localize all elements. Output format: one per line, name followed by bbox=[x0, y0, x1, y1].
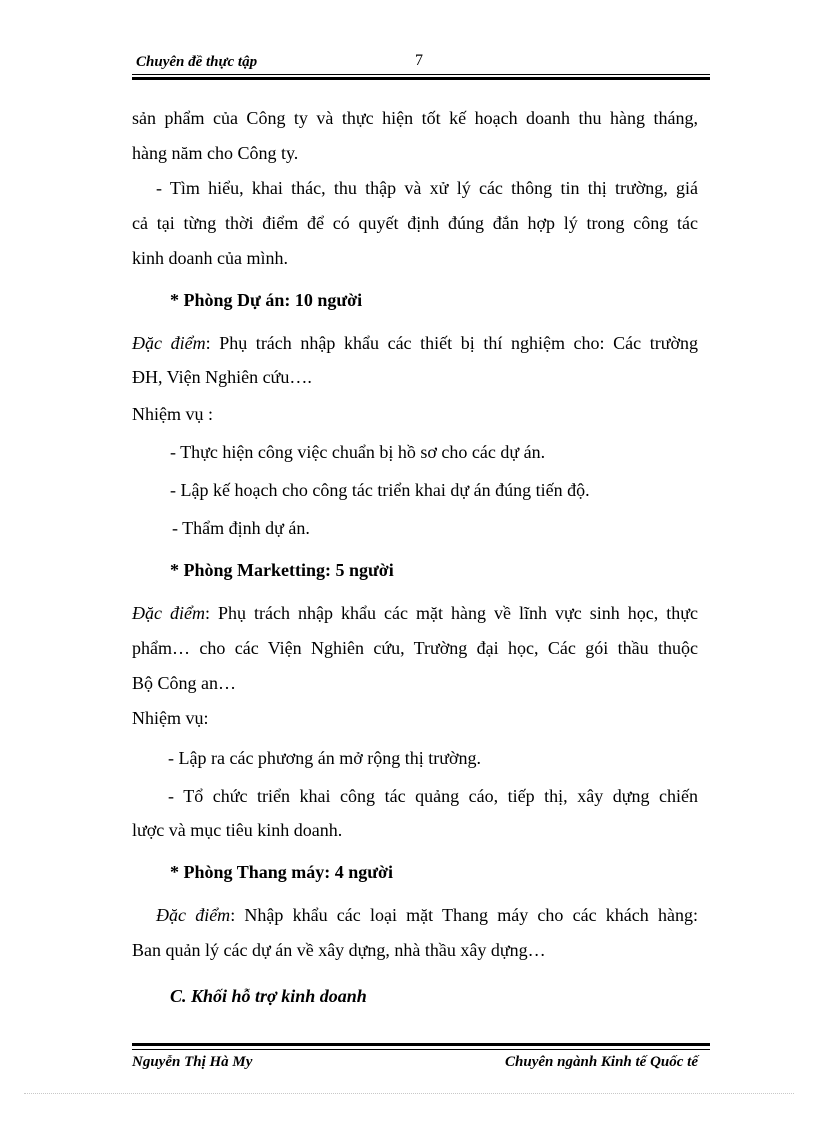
duty-item: - Lập ra các phương án mở rộng thị trường. bbox=[168, 748, 481, 768]
page-number: 7 bbox=[415, 52, 423, 69]
feature-line: Đặc điểm: Phụ trách nhập khẩu các thiết bị thí nghiệm cho: Các trường bbox=[132, 333, 698, 353]
paragraph-line: hàng năm cho Công ty. bbox=[132, 143, 299, 163]
duty-item: - Lập kế hoạch cho công tác triển khai dự án đúng tiến độ. bbox=[170, 480, 590, 500]
paragraph-line: - Tìm hiểu, khai thác, thu thập và xử lý các thông tin thị trường, giá bbox=[156, 178, 698, 198]
footer-author: Nguyễn Thị Hà My bbox=[132, 1054, 253, 1070]
page-bottom-divider bbox=[24, 1093, 794, 1094]
section-heading-c: C. Khối hỗ trợ kinh doanh bbox=[170, 986, 367, 1006]
duty-label: Nhiệm vụ: bbox=[132, 708, 209, 728]
paragraph-line: cả tại từng thời điểm để có quyết định đúng đắn hợp lý trong công tác bbox=[132, 213, 698, 233]
paragraph-line: Bộ Công an… bbox=[132, 673, 237, 693]
paragraph-line: ĐH, Viện Nghiên cứu…. bbox=[132, 367, 312, 387]
paragraph-line: phẩm… cho các Viện Nghiên cứu, Trường đại học, Các gói thầu thuộc bbox=[132, 638, 698, 658]
duty-item: - Thẩm định dự án. bbox=[172, 518, 310, 538]
header-rule-thin bbox=[132, 74, 710, 75]
paragraph-line: lược và mục tiêu kinh doanh. bbox=[132, 820, 343, 840]
section-heading-thang-may: * Phòng Thang máy: 4 người bbox=[170, 862, 393, 882]
paragraph-line: kinh doanh của mình. bbox=[132, 248, 288, 268]
footer-rule-thick bbox=[132, 1043, 710, 1046]
paragraph-line: Ban quản lý các dự án về xây dựng, nhà thầu xây dựng… bbox=[132, 940, 546, 960]
footer-rule-thin bbox=[132, 1049, 710, 1050]
feature-label: Đặc điểm bbox=[132, 333, 206, 353]
feature-line: Đặc điểm: Nhập khẩu các loại mặt Thang máy cho các khách hàng: bbox=[156, 905, 698, 925]
section-heading-du-an: * Phòng Dự án: 10 người bbox=[170, 290, 363, 310]
footer-major: Chuyên ngành Kinh tế Quốc tế bbox=[505, 1054, 698, 1070]
duty-item: - Thực hiện công việc chuẩn bị hồ sơ cho các dự án. bbox=[170, 442, 546, 462]
section-heading-marketting: * Phòng Marketting: 5 người bbox=[170, 560, 394, 580]
paragraph-line: sản phẩm của Công ty và thực hiện tốt kế hoạch doanh thu hàng tháng, bbox=[132, 108, 698, 128]
duty-label: Nhiệm vụ : bbox=[132, 404, 213, 424]
feature-label: Đặc điểm bbox=[156, 905, 231, 925]
feature-line: Đặc điểm: Phụ trách nhập khẩu các mặt hàng về lĩnh vực sinh học, thực bbox=[132, 603, 699, 623]
feature-label: Đặc điểm bbox=[132, 603, 205, 623]
header-title: Chuyên đề thực tập bbox=[136, 54, 258, 70]
header-rule-thick bbox=[132, 77, 710, 80]
duty-item: - Tổ chức triển khai công tác quảng cáo, tiếp thị, xây dựng chiến bbox=[168, 786, 698, 806]
